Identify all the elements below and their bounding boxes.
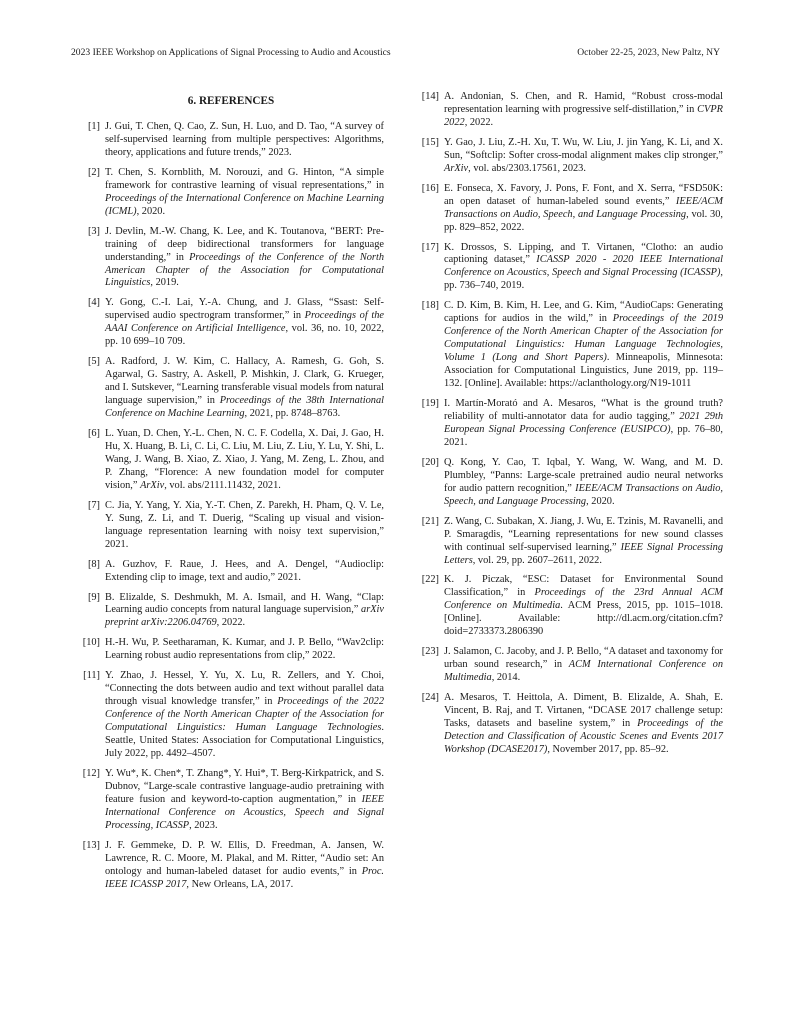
reference-text-tail: , 2021, pp. 8748–8763. bbox=[244, 408, 341, 420]
reference-text-tail: , 2019. bbox=[150, 277, 179, 289]
reference-text-tail: , vol. 29, pp. 2607–2611, 2022. bbox=[472, 554, 602, 566]
reference-number: [6] bbox=[87, 428, 100, 440]
references-body bbox=[78, 91, 723, 899]
reference-text: Z. Wang, C. Subakan, X. Jiang, J. Wu, E. Tzinis, M. Ravanelli, and P. Smaragdis, “Learning representations for new sound classes with continual self-supervised learning,” bbox=[444, 515, 723, 553]
reference-venue: ICASSP 2020 - 2020 IEEE International Conference on Acoustics, Speech and Signal Processing (ICASSP) bbox=[444, 254, 724, 279]
reference-entry bbox=[78, 670, 384, 761]
running-header bbox=[71, 47, 720, 59]
reference-venue: arXiv preprint arXiv:2206.04769 bbox=[105, 604, 384, 629]
reference-entry bbox=[417, 457, 723, 509]
reference-text: T. Chen, S. Kornblith, M. Norouzi, and G. Hinton, “A simple framework for contrastive learning of visual representations,” in bbox=[105, 166, 384, 191]
reference-entry bbox=[417, 91, 723, 130]
reference-venue: Proceedings of the 38th International Conference on Machine Learning bbox=[105, 395, 384, 420]
reference-entry bbox=[78, 297, 384, 349]
reference-text: A. Guzhov, F. Raue, J. Hees, and A. Dengel, “Audioclip: Extending clip to image, text and audio,” 2021. bbox=[105, 558, 384, 583]
left-column bbox=[78, 91, 384, 899]
reference-text: A. Andonian, S. Chen, and R. Hamid, “Robust cross-modal representation learning with progressive self-distillation,” in bbox=[444, 91, 723, 115]
reference-number: [14] bbox=[421, 91, 439, 102]
reference-number: [2] bbox=[87, 166, 100, 178]
reference-entry bbox=[78, 167, 384, 219]
reference-entry bbox=[417, 646, 723, 685]
reference-number: [13] bbox=[82, 839, 100, 851]
reference-venue: Proceedings of the Conference of the North American Chapter of the Association for Computational Linguistics bbox=[105, 251, 384, 289]
reference-venue: Proceedings of the 2019 Conference of the North American Chapter of the Association for Computational Linguistics: Human Language Technologies, Volume 1 (Long and Short Papers) bbox=[444, 313, 723, 364]
reference-venue: Proceedings of the 2022 Conference of the North American Chapter of the Association for Computational Linguistics: Human Language Technologies bbox=[105, 696, 384, 734]
reference-text-tail: , 2022. bbox=[216, 617, 246, 629]
reference-entry bbox=[78, 559, 384, 585]
reference-number: [18] bbox=[421, 300, 439, 312]
reference-text: A. Mesaros, T. Heittola, A. Diment, B. Elizalde, A. Shah, E. Vincent, B. Raj, and T. Virtanen, “DCASE 2017 challenge setup: Tasks, datasets and baseline system,” in bbox=[444, 692, 723, 729]
reference-venue: IEEE/ACM Transactions on Audio, Speech, and Language Processing bbox=[444, 195, 723, 220]
right-column bbox=[417, 91, 723, 899]
reference-entry bbox=[417, 183, 723, 235]
reference-venue: ArXiv bbox=[444, 162, 469, 174]
reference-venue: IEEE Signal Processing Letters bbox=[444, 541, 723, 566]
reference-text-tail: . Minneapolis, Minnesota: Association for Computational Linguistics, June 2019, pp. 119–132. [Online]. Available: https://aclanthology.org/N19-1011 bbox=[444, 352, 723, 390]
reference-venue: IEEE International Conference on Acoustics, Speech and Signal Processing, ICASSP bbox=[105, 793, 384, 831]
reference-entry bbox=[417, 300, 723, 391]
reference-text-tail: , 2020. bbox=[136, 205, 166, 217]
reference-entry bbox=[417, 398, 723, 450]
reference-number: [8] bbox=[87, 558, 100, 570]
reference-entry bbox=[78, 768, 384, 833]
reference-venue: CVPR 2022 bbox=[444, 103, 723, 128]
reference-number: [19] bbox=[421, 398, 439, 410]
reference-number: [7] bbox=[87, 499, 100, 511]
reference-text-tail: . Seattle, United States: Association for Computational Linguistics, July 2022, pp. 4492–4507. bbox=[105, 722, 384, 759]
reference-text: K. Drossos, S. Lipping, and T. Virtanen, “Clotho: an audio captioning dataset,” bbox=[444, 241, 723, 266]
reference-number: [17] bbox=[421, 241, 439, 253]
reference-number: [22] bbox=[421, 574, 439, 586]
reference-venue: Proceedings of the Detection and Classification of Acoustic Scenes and Events 2017 Workshop (DCASE2017) bbox=[444, 717, 723, 755]
reference-number: [1] bbox=[87, 121, 100, 132]
reference-text-tail: , 2020. bbox=[586, 495, 615, 507]
reference-text: J. F. Gemmeke, D. P. W. Ellis, D. Freedman, A. Jansen, W. Lawrence, R. C. Moore, M. Plakal, and M. Ritter, “Audio set: An ontology and human-labeled dataset for audio events,” in bbox=[105, 839, 384, 877]
reference-entry bbox=[78, 356, 384, 421]
reference-entry bbox=[78, 226, 384, 291]
reference-text: E. Fonseca, X. Favory, J. Pons, F. Font, and X. Serra, “FSD50K: an open dataset of human-labeled sound events,” bbox=[444, 182, 723, 207]
reference-number: [11] bbox=[83, 670, 100, 682]
reference-number: [24] bbox=[421, 692, 439, 704]
reference-text: Y. Gao, J. Liu, Z.-H. Xu, T. Wu, W. Liu, J. jin Yang, K. Li, and X. Sun, “Softclip: Softer cross-modal alignment makes clip stronger,” bbox=[444, 136, 723, 161]
reference-number: [12] bbox=[82, 767, 100, 779]
reference-entry bbox=[78, 121, 384, 160]
reference-text-tail: , pp. 76–80, 2021. bbox=[444, 423, 723, 448]
reference-entry bbox=[417, 516, 723, 568]
reference-number: [15] bbox=[421, 136, 439, 148]
reference-text: I. Martín-Morató and A. Mesaros, “What is the ground truth? reliability of multi-annotator data for audio tagging,” bbox=[444, 398, 723, 422]
reference-venue: ArXiv bbox=[140, 479, 165, 491]
reference-number: [23] bbox=[421, 646, 439, 658]
reference-text-tail: , pp. 736–740, 2019. bbox=[444, 267, 723, 292]
reference-text: B. Elizalde, S. Deshmukh, M. A. Ismail, and H. Wang, “Clap: Learning audio concepts from natural language supervision,” bbox=[105, 591, 384, 616]
reference-text: Y. Zhao, J. Hessel, Y. Yu, X. Lu, R. Zellers, and Y. Choi, “Connecting the dots between audio and text without parallel data through visual knowledge transfer,” in bbox=[105, 670, 384, 708]
reference-text: J. Salamon, C. Jacoby, and J. P. Bello, “A dataset and taxonomy for urban sound research,” in bbox=[444, 646, 723, 671]
reference-text: H.-H. Wu, P. Seetharaman, K. Kumar, and J. P. Bello, “Wav2clip: Learning robust audio representations from clip,” 2022. bbox=[105, 637, 384, 662]
reference-venue: ACM International Conference on Multimedia bbox=[444, 659, 723, 684]
reference-text-tail: , vol. abs/2111.11432, 2021. bbox=[164, 479, 281, 491]
reference-number: [5] bbox=[87, 356, 100, 368]
reference-entry bbox=[78, 840, 384, 892]
header-left: 2023 IEEE Workshop on Applications of Signal Processing to Audio and Acoustics bbox=[71, 47, 391, 58]
reference-text-tail: , vol. 30, pp. 829–852, 2022. bbox=[444, 208, 723, 233]
reference-text: Y. Gong, C.-I. Lai, Y.-A. Chung, and J. Glass, “Ssast: Self-supervised audio spectrogram transformer,” in bbox=[105, 297, 384, 322]
reference-text-tail: , vol. 36, no. 10, 2022, pp. 10 699–10 709. bbox=[105, 323, 384, 348]
reference-venue: Proceedings of the AAAI Conference on Artificial Intelligence bbox=[105, 310, 384, 335]
reference-text: K. J. Piczak, “ESC: Dataset for Environmental Sound Classification,” in bbox=[444, 574, 723, 599]
reference-text-tail: . ACM Press, 2015, pp. 1015–1018. [Online]. Available: http://dl.acm.org/citation.cfm?doid=2733373.2806390 bbox=[444, 600, 723, 638]
reference-entry bbox=[417, 242, 723, 294]
reference-text-tail: , vol. abs/2303.17561, 2023. bbox=[468, 162, 586, 174]
reference-entry bbox=[78, 637, 384, 663]
reference-number: [3] bbox=[87, 225, 100, 237]
reference-entry bbox=[78, 592, 384, 631]
reference-text: C. D. Kim, B. Kim, H. Lee, and G. Kim, “AudioCaps: Generating captions for audios in the wild,” in bbox=[444, 300, 723, 325]
reference-text: J. Devlin, M.-W. Chang, K. Lee, and K. Toutanova, “BERT: Pre-training of deep bidirectional transformers for language understanding,” in bbox=[105, 225, 384, 263]
reference-text: J. Gui, T. Chen, Q. Cao, Z. Sun, H. Luo, and D. Tao, “A survey of self-supervised learning from multiple perspectives: Algorithms, theory, applications and future trends,” 2023. bbox=[105, 121, 384, 158]
section-title: 6. REFERENCES bbox=[187, 95, 275, 107]
reference-text: Q. Kong, Y. Cao, T. Iqbal, Y. Wang, W. Wang, and M. D. Plumbley, “Panns: Large-scale pretrained audio neural networks for audio pattern recognition,” bbox=[444, 456, 723, 494]
reference-text: Y. Wu*, K. Chen*, T. Zhang*, Y. Hui*, T. Berg-Kirkpatrick, and S. Dubnov, “Large-scale contrastive language-audio pretraining with feature fusion and keyword-to-caption augmentation,” in bbox=[105, 767, 384, 805]
reference-venue: Proceedings of the International Conference on Machine Learning (ICML) bbox=[105, 192, 384, 217]
reference-entry bbox=[78, 428, 384, 493]
reference-venue: Proceedings of the 23rd Annual ACM Conference on Multimedia bbox=[444, 587, 723, 612]
reference-entry bbox=[417, 574, 723, 639]
reference-venue: IEEE/ACM Transactions on Audio, Speech, and Language Processing bbox=[444, 482, 723, 507]
reference-text-tail: , 2023. bbox=[189, 819, 218, 831]
reference-entry bbox=[417, 692, 723, 757]
reference-entry bbox=[417, 137, 723, 176]
header-right: October 22-25, 2023, New Paltz, NY bbox=[577, 47, 720, 58]
reference-entry bbox=[78, 500, 384, 552]
reference-number: [9] bbox=[87, 591, 100, 603]
reference-text: A. Radford, J. W. Kim, C. Hallacy, A. Ramesh, G. Goh, S. Agarwal, G. Sastry, A. Askell, P. Mishkin, J. Clark, G. Krueger, and I. Sutskever, “Learning transferable visual models from natural language supervision,” in bbox=[105, 356, 384, 407]
reference-number: [16] bbox=[421, 182, 439, 194]
reference-number: [4] bbox=[87, 297, 100, 309]
reference-text-tail: , 2014. bbox=[491, 672, 521, 684]
reference-number: [20] bbox=[421, 456, 439, 468]
reference-text-tail: , 2022. bbox=[464, 116, 494, 128]
reference-number: [21] bbox=[421, 515, 439, 527]
reference-text: L. Yuan, D. Chen, Y.-L. Chen, N. C. F. Codella, X. Dai, J. Gao, H. Hu, X. Huang, B. Li, C. Li, C. Liu, M. Liu, Z. Liu, Y. Lu, Y. Shi, L. Wang, J. Wang, B. Xiao, Z. Xiao, J. Yang, M. Zeng, L. Zhou, and P. Zhang, “Florence: A new foundation model for computer vision,” bbox=[105, 428, 384, 491]
reference-number: [10] bbox=[82, 637, 100, 649]
reference-text-tail: , November 2017, pp. 85–92. bbox=[547, 743, 669, 755]
reference-text: C. Jia, Y. Yang, Y. Xia, Y.-T. Chen, Z. Parekh, H. Pham, Q. V. Le, Y. Sung, Z. Li, and T. Duerig, “Scaling up visual and vision-language representation learning with noisy text supervision,” 2021. bbox=[105, 499, 384, 550]
reference-text-tail: , New Orleans, LA, 2017. bbox=[186, 878, 294, 890]
reference-venue: Proc. IEEE ICASSP 2017 bbox=[105, 865, 384, 890]
reference-venue: 2021 29th European Signal Processing Conference (EUSIPCO) bbox=[444, 410, 724, 435]
